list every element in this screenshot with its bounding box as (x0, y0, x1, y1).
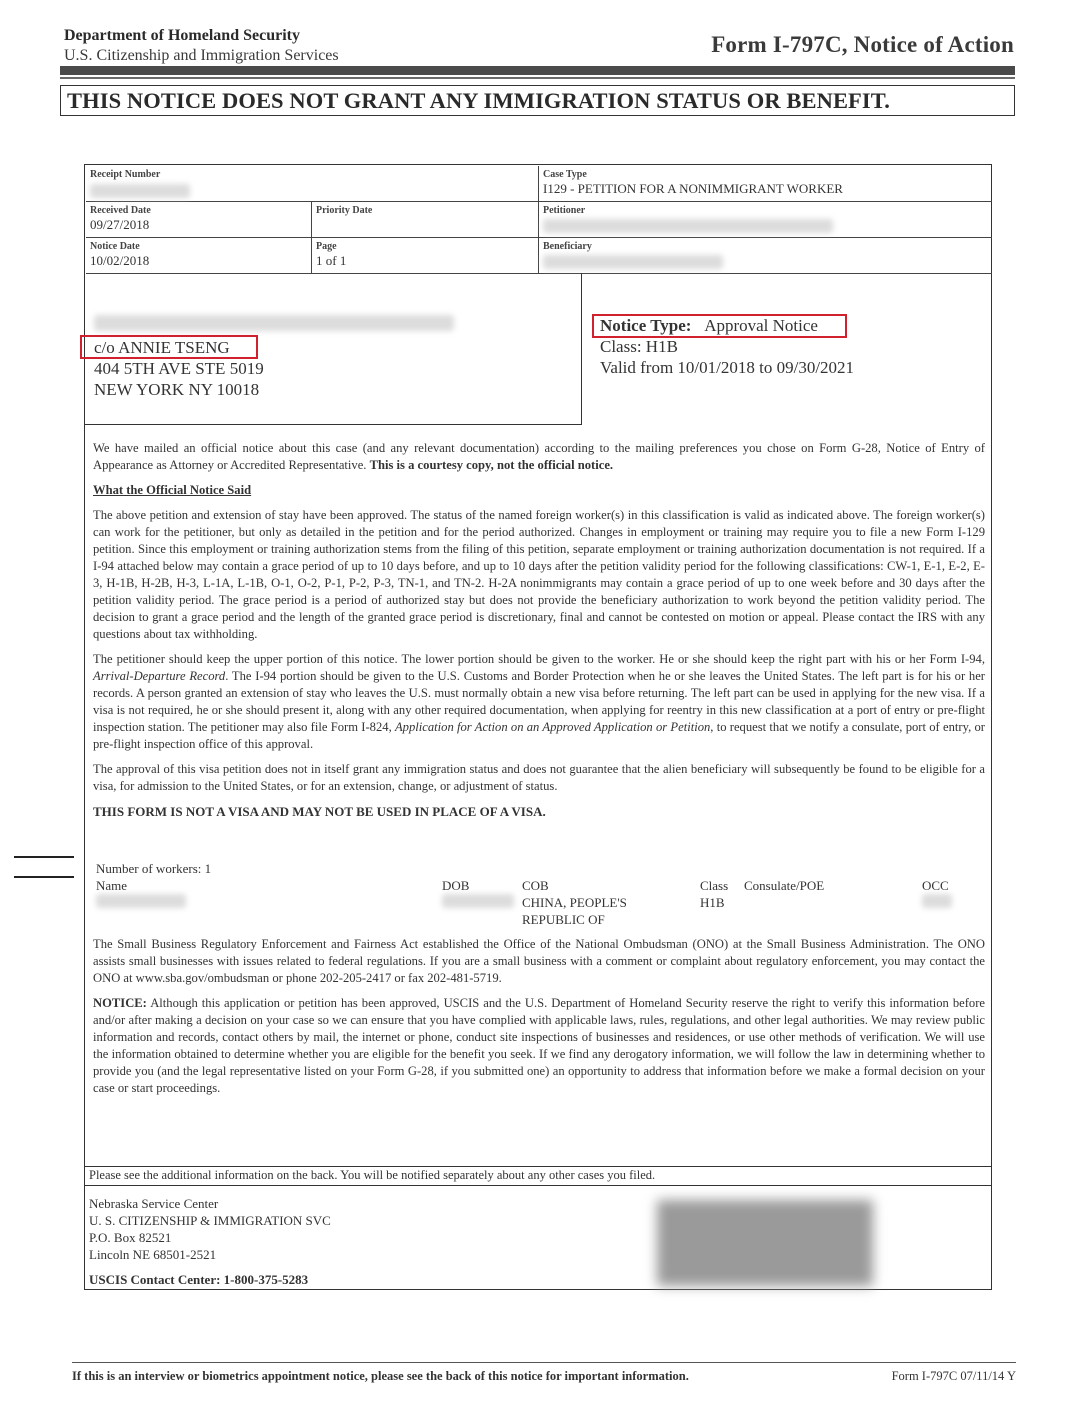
dob-label: DOB (442, 878, 470, 893)
dob-redacted (442, 894, 514, 908)
paragraph-no-guarantee: The approval of this visa petition does not in itself grant any immigration status and does not guarantee that the alien beneficiary will subsequently be found to be eligible for a visa, for admission to the United States, or for an extension, change, or adjustment of status. (93, 762, 985, 793)
consulate-label: Consulate/POE (744, 878, 825, 893)
city-line: NEW YORK NY 10018 (94, 380, 260, 399)
notice-text: Although this application or petition has been approved, USCIS and the U.S. Department of Homeland Security reserve the right to verify this information before and/or after making a decision on your case so we can ensure that you have complied with applicable laws, rules, regulations, and other legal authorities. We may review public information and records, contact others by mail, the internet or phone, conduct site inspections of businesses and residences, or use other methods of verification. We will use the information obtained to determine whether you are eligible for the benefit you seek. If we find any derogatory information, we will follow the law in determining whether to provide you (and the legal representative listed on your Form G-28, if you submitted one) an opportunity to address that information before we make a formal decision on your case or start proceedings. (93, 996, 985, 1095)
street-line: 404 5TH AVE STE 5019 (94, 359, 264, 378)
cob-label: COB (522, 878, 549, 893)
receipt-number-label: Receipt Number (90, 169, 161, 180)
page-cell (312, 238, 539, 274)
p3-part-a: The petitioner should keep the upper portion of this notice. The lower portion should be given to the worker. He or she should keep the right part with his or her Form I-94, (93, 652, 985, 666)
header-rule (60, 66, 1015, 75)
notice-class: Class: H1B (600, 337, 678, 356)
petitioner-redacted (543, 219, 833, 233)
service-center-pobox: P.O. Box 82521 (89, 1230, 172, 1245)
col-name (96, 877, 186, 912)
col-occ (922, 877, 952, 912)
p3-part-e: , to request that we notify a consulate, port of entry, or pre-flight inspection office of this approval. (93, 720, 985, 751)
notice-type-value: Approval Notice (704, 316, 818, 335)
beneficiary-cell (539, 238, 992, 274)
received-date-value: 09/27/2018 (90, 217, 150, 232)
redacted-barcode (657, 1200, 873, 1286)
class-value: H1B (700, 895, 725, 910)
service-center-agency: U. S. CITIZENSHIP & IMMIGRATION SVC (89, 1213, 331, 1228)
case-type-cell (539, 166, 992, 202)
notice-validity: Valid from 10/01/2018 to 09/30/2021 (600, 358, 855, 377)
petitioner-cell (539, 202, 992, 238)
care-of-line: c/o ANNIE TSENG (94, 338, 230, 357)
service-center-city: Lincoln NE 68501-2521 (89, 1247, 217, 1262)
fold-mark-1 (14, 856, 74, 858)
notice-type-block (600, 315, 854, 378)
receipt-number-cell (86, 166, 539, 202)
col-consulate (744, 877, 824, 894)
occ-redacted (922, 894, 952, 908)
received-date-cell (86, 202, 312, 238)
name-redacted (96, 894, 186, 908)
col-dob (442, 877, 514, 912)
cob-value-2: REPUBLIC OF (522, 912, 605, 927)
p3-form-name: Arrival-Departure Record (93, 669, 226, 683)
fold-mark-2 (14, 876, 74, 878)
notice-label: NOTICE: (93, 996, 147, 1010)
col-class (700, 877, 728, 911)
notice-body-2 (93, 936, 985, 1105)
priority-date-label: Priority Date (316, 205, 373, 216)
cob-value-1: CHINA, PEOPLE'S (522, 895, 627, 910)
beneficiary-redacted (543, 255, 723, 269)
service-center-name: Nebraska Service Center (89, 1196, 219, 1211)
address-lines (94, 337, 264, 400)
paragraph-petitioner (93, 651, 985, 753)
notice-type-label: Notice Type: (600, 316, 692, 335)
name-label: Name (96, 878, 128, 893)
bottom-note (72, 1362, 1016, 1384)
page-value: 1 of 1 (316, 253, 347, 268)
notice-date-label: Notice Date (90, 241, 140, 252)
form-code: Form I-797C 07/11/14 Y (891, 1369, 1016, 1383)
col-cob (522, 877, 627, 928)
paragraph-ombudsman: The Small Business Regulatory Enforcement and Fairness Act established the Office of the National Ombudsman (ONO) at the Small Business Administration. The ONO assists small businesses with issues related to federal regulations. If you are a small business with a comment or complaint about regulatory enforcement, you may contact the ONO at www.sba.gov/ombudsman or phone 202-205-2417 or fax 202-481-5719. (93, 937, 985, 985)
paragraph-mailing (93, 440, 985, 474)
beneficiary-label: Beneficiary (543, 241, 592, 252)
form-title: Form I-797C, Notice of Action (711, 32, 1014, 57)
received-date-label: Received Date (90, 205, 151, 216)
bottom-note-text: If this is an interview or biometrics appointment notice, please see the back of this notice for important information. (72, 1369, 689, 1383)
priority-date-cell (312, 202, 539, 238)
occ-label: OCC (922, 878, 949, 893)
petitioner-label: Petitioner (543, 205, 586, 216)
courtesy-copy-note: This is a courtesy copy, not the official notice. (369, 458, 614, 472)
case-type-value: I129 - PETITION FOR A NONIMMIGRANT WORKER (543, 181, 843, 196)
paragraph-mailing-text: We have mailed an official notice about this case (and any relevant documentation) according to the mailing preferences you chose on Form G-28, Notice of Entry of Appearance as Attorney or Accredited Representative. (93, 441, 985, 472)
notice-body (93, 440, 985, 832)
agency-line-1: Department of Homeland Security (64, 27, 300, 44)
section-heading: What the Official Notice Said (93, 483, 252, 497)
status-banner: THIS NOTICE DOES NOT GRANT ANY IMMIGRATION STATUS OR BENEFIT. (60, 85, 1015, 116)
workers-count: Number of workers: 1 (96, 861, 212, 876)
notice-date-cell (86, 238, 312, 274)
p3-form-title: Application for Action on an Approved Application or Petition (394, 720, 711, 734)
contact-center: USCIS Contact Center: 1-800-375-5283 (89, 1272, 309, 1287)
page-label: Page (316, 241, 337, 252)
service-center-block (89, 1195, 331, 1288)
agency-header (64, 26, 339, 66)
receipt-number-redacted (90, 184, 190, 198)
agency-line-2: U.S. Citizenship and Immigration Services (64, 47, 339, 64)
header-rule-thin (60, 77, 1015, 79)
workers-table (96, 860, 976, 927)
mailing-address-block (84, 273, 582, 425)
case-type-label: Case Type (543, 169, 587, 180)
not-a-visa-warning: THIS FORM IS NOT A VISA AND MAY NOT BE USED IN PLACE OF A VISA. (93, 804, 546, 819)
class-label: Class (700, 878, 729, 893)
paragraph-notice (93, 995, 985, 1097)
notice-date-value: 10/02/2018 (90, 253, 150, 268)
p3-part-c: . The I-94 portion should be given to the U.S. Customs and Border Protection when he or she leaves the United States. The left part is for his or her records. A person granted an extension of stay who leaves the U.S. must normally obtain a new visa before returning. The left part can be used in applying for the new visa. If a visa is not required, he or she should present it, along with any other required documentation, when applying for reentry in this new classification at a port of entry or pre-flight inspection station. The petitioner may also file Form I-824, (93, 669, 985, 734)
paragraph-approval: The above petition and extension of stay have been approved. The status of the named foreign worker(s) in this classification is valid as indicated above. The foreign worker(s) can work for the petitioner, but only as detailed in the petition and for the period authorized. Changes in employment or training may require you to file a new Form I-129 petition. Since this employment or training authorization stems from the filing of this petition, separate employment or training authorization documentation is not required. If a I-94 attached below may contain a grace period of up to 10 days before, and up to 10 days after the petition validity period for the following classifications: CW-1, E-1, E-2, E-3, H-1B, H-2B, H-3, L-1A, L-1B, O-1, O-2, P-1, P-2, P-3, TN-1, and TN-2. H-2A nonimmigrants may contain a grace period of up to one week before and 30 days after the petition validity period. The grace period is a period of authorized stay but does not provide the beneficiary authorization to work beyond the petition validity period. The decision to grant a grace period and the length of the granted grace period is discretionary, final and cannot be contested on motion or appeal. Please contact the IRS with any questions about tax withholding. (93, 508, 985, 641)
addressee-redacted (94, 315, 454, 331)
additional-info-line: Please see the additional information on the back. You will be notified separately about any other cases you filed. (84, 1166, 992, 1186)
